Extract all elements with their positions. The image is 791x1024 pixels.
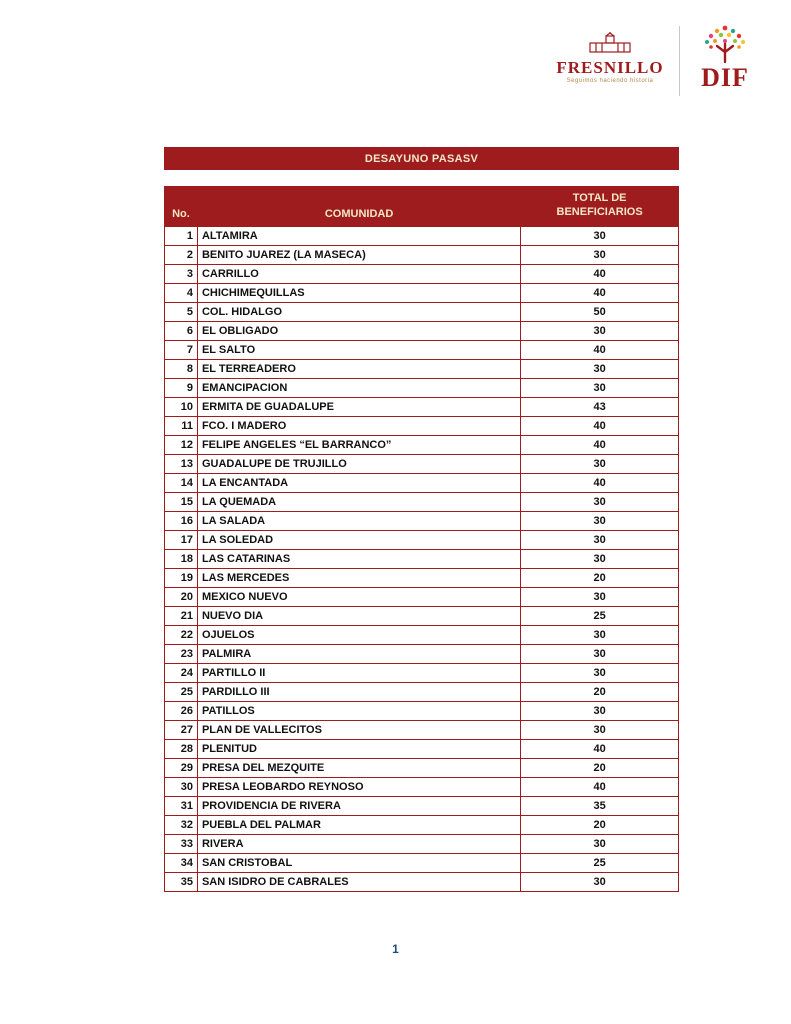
row-comunidad: LA ENCANTADA <box>197 474 520 493</box>
row-comunidad: PLAN DE VALLECITOS <box>197 721 520 740</box>
row-comunidad: CHICHIMEQUILLAS <box>197 284 520 303</box>
row-no: 19 <box>165 569 198 588</box>
dif-wordmark: DIF <box>701 63 749 92</box>
column-header-total <box>521 187 679 227</box>
row-comunidad: PRESA DEL MEZQUITE <box>197 759 520 778</box>
row-total: 30 <box>521 664 679 683</box>
fresnillo-logo <box>551 32 669 84</box>
row-total: 40 <box>521 436 679 455</box>
row-no: 23 <box>165 645 198 664</box>
row-total: 40 <box>521 740 679 759</box>
column-header-total-line1: TOTAL DE <box>572 191 627 204</box>
row-no: 10 <box>165 398 198 417</box>
row-no: 14 <box>165 474 198 493</box>
row-total: 30 <box>521 873 679 892</box>
row-no: 7 <box>165 341 198 360</box>
row-total: 25 <box>521 854 679 873</box>
row-no: 20 <box>165 588 198 607</box>
row-comunidad: PLENITUD <box>197 740 520 759</box>
table-row <box>165 759 679 778</box>
row-total: 30 <box>521 379 679 398</box>
fresnillo-building-icon <box>587 41 633 58</box>
row-comunidad: FELIPE ANGELES “EL BARRANCO” <box>197 436 520 455</box>
row-no: 33 <box>165 835 198 854</box>
row-no: 32 <box>165 816 198 835</box>
beneficiaries-table <box>164 186 679 892</box>
table-row <box>165 645 679 664</box>
row-total: 40 <box>521 474 679 493</box>
row-total: 50 <box>521 303 679 322</box>
table-row <box>165 835 679 854</box>
row-no: 16 <box>165 512 198 531</box>
row-comunidad: GUADALUPE DE TRUJILLO <box>197 455 520 474</box>
table-row <box>165 322 679 341</box>
row-comunidad: FCO. I MADERO <box>197 417 520 436</box>
row-total: 30 <box>521 512 679 531</box>
row-total: 20 <box>521 759 679 778</box>
dif-logo <box>689 22 761 91</box>
row-comunidad: PARDILLO III <box>197 683 520 702</box>
row-comunidad: LA SALADA <box>197 512 520 531</box>
table-row <box>165 265 679 284</box>
column-header-total-line2: BENEFICIARIOS <box>556 205 643 218</box>
row-total: 30 <box>521 702 679 721</box>
row-total: 30 <box>521 626 679 645</box>
row-no: 9 <box>165 379 198 398</box>
table-header <box>165 187 679 227</box>
row-no: 29 <box>165 759 198 778</box>
table-row <box>165 778 679 797</box>
row-comunidad: LA SOLEDAD <box>197 531 520 550</box>
page-header-logos <box>551 22 761 100</box>
row-comunidad: EL TERREADERO <box>197 360 520 379</box>
row-comunidad: OJUELOS <box>197 626 520 645</box>
row-no: 11 <box>165 417 198 436</box>
row-no: 25 <box>165 683 198 702</box>
row-no: 3 <box>165 265 198 284</box>
table-row <box>165 379 679 398</box>
row-total: 30 <box>521 246 679 265</box>
table-row <box>165 873 679 892</box>
table-row <box>165 740 679 759</box>
row-no: 6 <box>165 322 198 341</box>
row-comunidad: SAN CRISTOBAL <box>197 854 520 873</box>
row-no: 15 <box>165 493 198 512</box>
row-total: 40 <box>521 341 679 360</box>
row-no: 1 <box>165 227 198 246</box>
table-row <box>165 702 679 721</box>
row-no: 31 <box>165 797 198 816</box>
row-comunidad: BENITO JUAREZ (LA MASECA) <box>197 246 520 265</box>
row-comunidad: PROVIDENCIA DE RIVERA <box>197 797 520 816</box>
row-comunidad: SAN ISIDRO DE CABRALES <box>197 873 520 892</box>
table-row <box>165 360 679 379</box>
table-row <box>165 246 679 265</box>
table-row <box>165 626 679 645</box>
table-row <box>165 531 679 550</box>
row-no: 8 <box>165 360 198 379</box>
row-comunidad: EMANCIPACION <box>197 379 520 398</box>
table-row <box>165 816 679 835</box>
table-row <box>165 664 679 683</box>
row-comunidad: NUEVO DIA <box>197 607 520 626</box>
title-banner <box>164 147 679 170</box>
row-total: 30 <box>521 531 679 550</box>
table-row <box>165 721 679 740</box>
row-no: 18 <box>165 550 198 569</box>
row-total: 30 <box>521 227 679 246</box>
row-total: 20 <box>521 683 679 702</box>
table-row <box>165 569 679 588</box>
row-total: 40 <box>521 265 679 284</box>
row-total: 25 <box>521 607 679 626</box>
table-row <box>165 417 679 436</box>
row-comunidad: PATILLOS <box>197 702 520 721</box>
table-header-row <box>165 187 679 227</box>
row-comunidad: ERMITA DE GUADALUPE <box>197 398 520 417</box>
row-total: 30 <box>521 588 679 607</box>
row-comunidad: CARRILLO <box>197 265 520 284</box>
table-row <box>165 493 679 512</box>
logo-divider <box>679 26 680 96</box>
table-row <box>165 341 679 360</box>
row-total: 30 <box>521 550 679 569</box>
table-row <box>165 797 679 816</box>
row-no: 22 <box>165 626 198 645</box>
row-total: 40 <box>521 417 679 436</box>
row-no: 13 <box>165 455 198 474</box>
row-no: 21 <box>165 607 198 626</box>
row-comunidad: ALTAMIRA <box>197 227 520 246</box>
row-total: 30 <box>521 455 679 474</box>
column-header-comunidad: COMUNIDAD <box>197 187 520 227</box>
row-total: 20 <box>521 569 679 588</box>
table-row <box>165 512 679 531</box>
row-no: 4 <box>165 284 198 303</box>
row-comunidad: PALMIRA <box>197 645 520 664</box>
row-no: 24 <box>165 664 198 683</box>
row-total: 30 <box>521 835 679 854</box>
row-comunidad: MEXICO NUEVO <box>197 588 520 607</box>
row-comunidad: PUEBLA DEL PALMAR <box>197 816 520 835</box>
table-row <box>165 607 679 626</box>
row-total: 30 <box>521 360 679 379</box>
row-comunidad: LAS MERCEDES <box>197 569 520 588</box>
table-row <box>165 550 679 569</box>
fresnillo-wordmark: FRESNILLO <box>556 58 664 77</box>
table-row <box>165 398 679 417</box>
table-row <box>165 588 679 607</box>
row-comunidad: PARTILLO II <box>197 664 520 683</box>
table-row <box>165 284 679 303</box>
page-number: 1 <box>392 942 399 956</box>
row-no: 27 <box>165 721 198 740</box>
row-total: 30 <box>521 322 679 341</box>
row-no: 26 <box>165 702 198 721</box>
row-total: 35 <box>521 797 679 816</box>
row-total: 40 <box>521 778 679 797</box>
row-total: 30 <box>521 645 679 664</box>
table-row <box>165 854 679 873</box>
table-row <box>165 474 679 493</box>
banner-title: DESAYUNO PASASV <box>364 152 479 165</box>
row-total: 30 <box>521 721 679 740</box>
row-no: 35 <box>165 873 198 892</box>
column-header-no: No. <box>165 187 198 227</box>
row-no: 12 <box>165 436 198 455</box>
table-row <box>165 303 679 322</box>
row-no: 2 <box>165 246 198 265</box>
table-row <box>165 227 679 246</box>
row-total: 40 <box>521 284 679 303</box>
fresnillo-tagline: Seguimos haciendo historia <box>566 78 654 84</box>
row-comunidad: LA QUEMADA <box>197 493 520 512</box>
row-no: 34 <box>165 854 198 873</box>
table-row <box>165 436 679 455</box>
row-comunidad: RIVERA <box>197 835 520 854</box>
row-comunidad: LAS CATARINAS <box>197 550 520 569</box>
row-total: 43 <box>521 398 679 417</box>
row-comunidad: EL SALTO <box>197 341 520 360</box>
table-body <box>165 227 679 892</box>
row-no: 17 <box>165 531 198 550</box>
page-footer <box>0 942 791 956</box>
row-total: 30 <box>521 493 679 512</box>
row-comunidad: COL. HIDALGO <box>197 303 520 322</box>
row-no: 30 <box>165 778 198 797</box>
table-row <box>165 683 679 702</box>
row-total: 20 <box>521 816 679 835</box>
table-row <box>165 455 679 474</box>
row-no: 5 <box>165 303 198 322</box>
row-no: 28 <box>165 740 198 759</box>
row-comunidad: EL OBLIGADO <box>197 322 520 341</box>
row-comunidad: PRESA LEOBARDO REYNOSO <box>197 778 520 797</box>
